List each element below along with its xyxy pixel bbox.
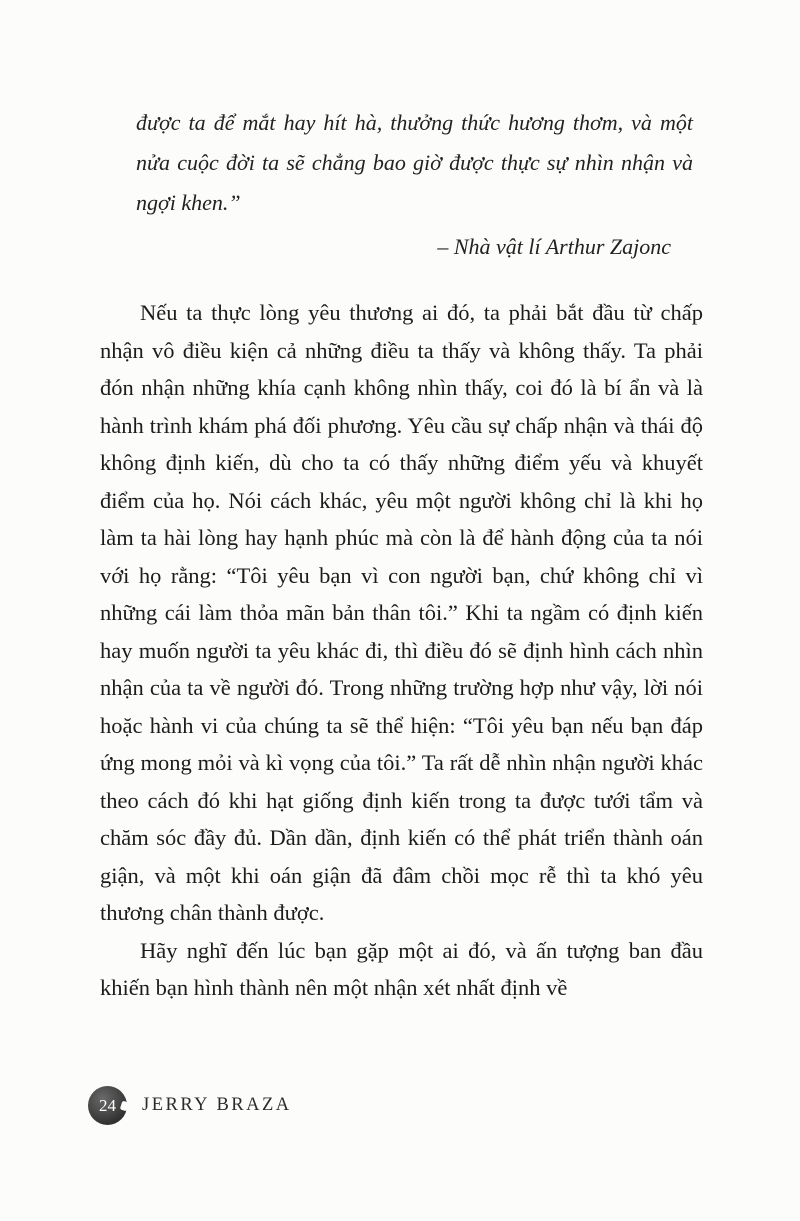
quote-attribution: – Nhà vật lí Arthur Zajonc <box>437 234 671 259</box>
page-number-badge <box>88 1086 127 1125</box>
author-name: JERRY BRAZA <box>142 1095 292 1115</box>
page-number: 24 <box>99 1095 116 1115</box>
page-footer <box>88 1086 292 1125</box>
paragraph: Nếu ta thực lòng yêu thương ai đó, ta phải bắt đầu từ chấp nhận vô điều kiện cả những điều ta thấy và không thấy. Ta phải đón nhận những khía cạnh không nhìn thấy, coi đó là bí ẩn và là hành trình khám phá đối phương. Yêu cầu sự chấp nhận và thái độ không định kiến, dù cho ta có thấy những điểm yếu và khuyết điểm của họ. Nói cách khác, yêu một người không chỉ là khi họ làm ta hài lòng hay hạnh phúc mà còn là để hành động của ta nói với họ rằng: “Tôi yêu bạn vì con người bạn, chứ không chỉ vì những cái làm thỏa mãn bản thân tôi.” Khi ta ngầm có định kiến hay muốn người ta yêu khác đi, thì điều đó sẽ định hình cách nhìn nhận của ta về người đó. Trong những trường hợp như vậy, lời nói hoặc hành vi của chúng ta sẽ thể hiện: “Tôi yêu bạn nếu bạn đáp ứng mong mỏi và kì vọng của tôi.” Ta rất dễ nhìn nhận người khác theo cách đó khi hạt giống định kiến trong ta được tưới tẩm và chăm sóc đầy đủ. Dần dần, định kiến có thể phát triển thành oán giận, và một khi oán giận đã đâm chồi mọc rễ thì ta khó yêu thương chân thành được. <box>100 300 703 925</box>
quote-text: được ta để mắt hay hít hà, thưởng thức hương thơm, và một nửa cuộc đời ta sẽ chẳng bao giờ được thực sự nhìn nhận và ngợi khen.” <box>136 110 693 215</box>
body-text <box>100 294 703 1007</box>
paragraph: Hãy nghĩ đến lúc bạn gặp một ai đó, và ấn tượng ban đầu khiến bạn hình thành nên một nhận xét nhất định về <box>100 937 703 1000</box>
epigraph-quote <box>100 103 703 267</box>
